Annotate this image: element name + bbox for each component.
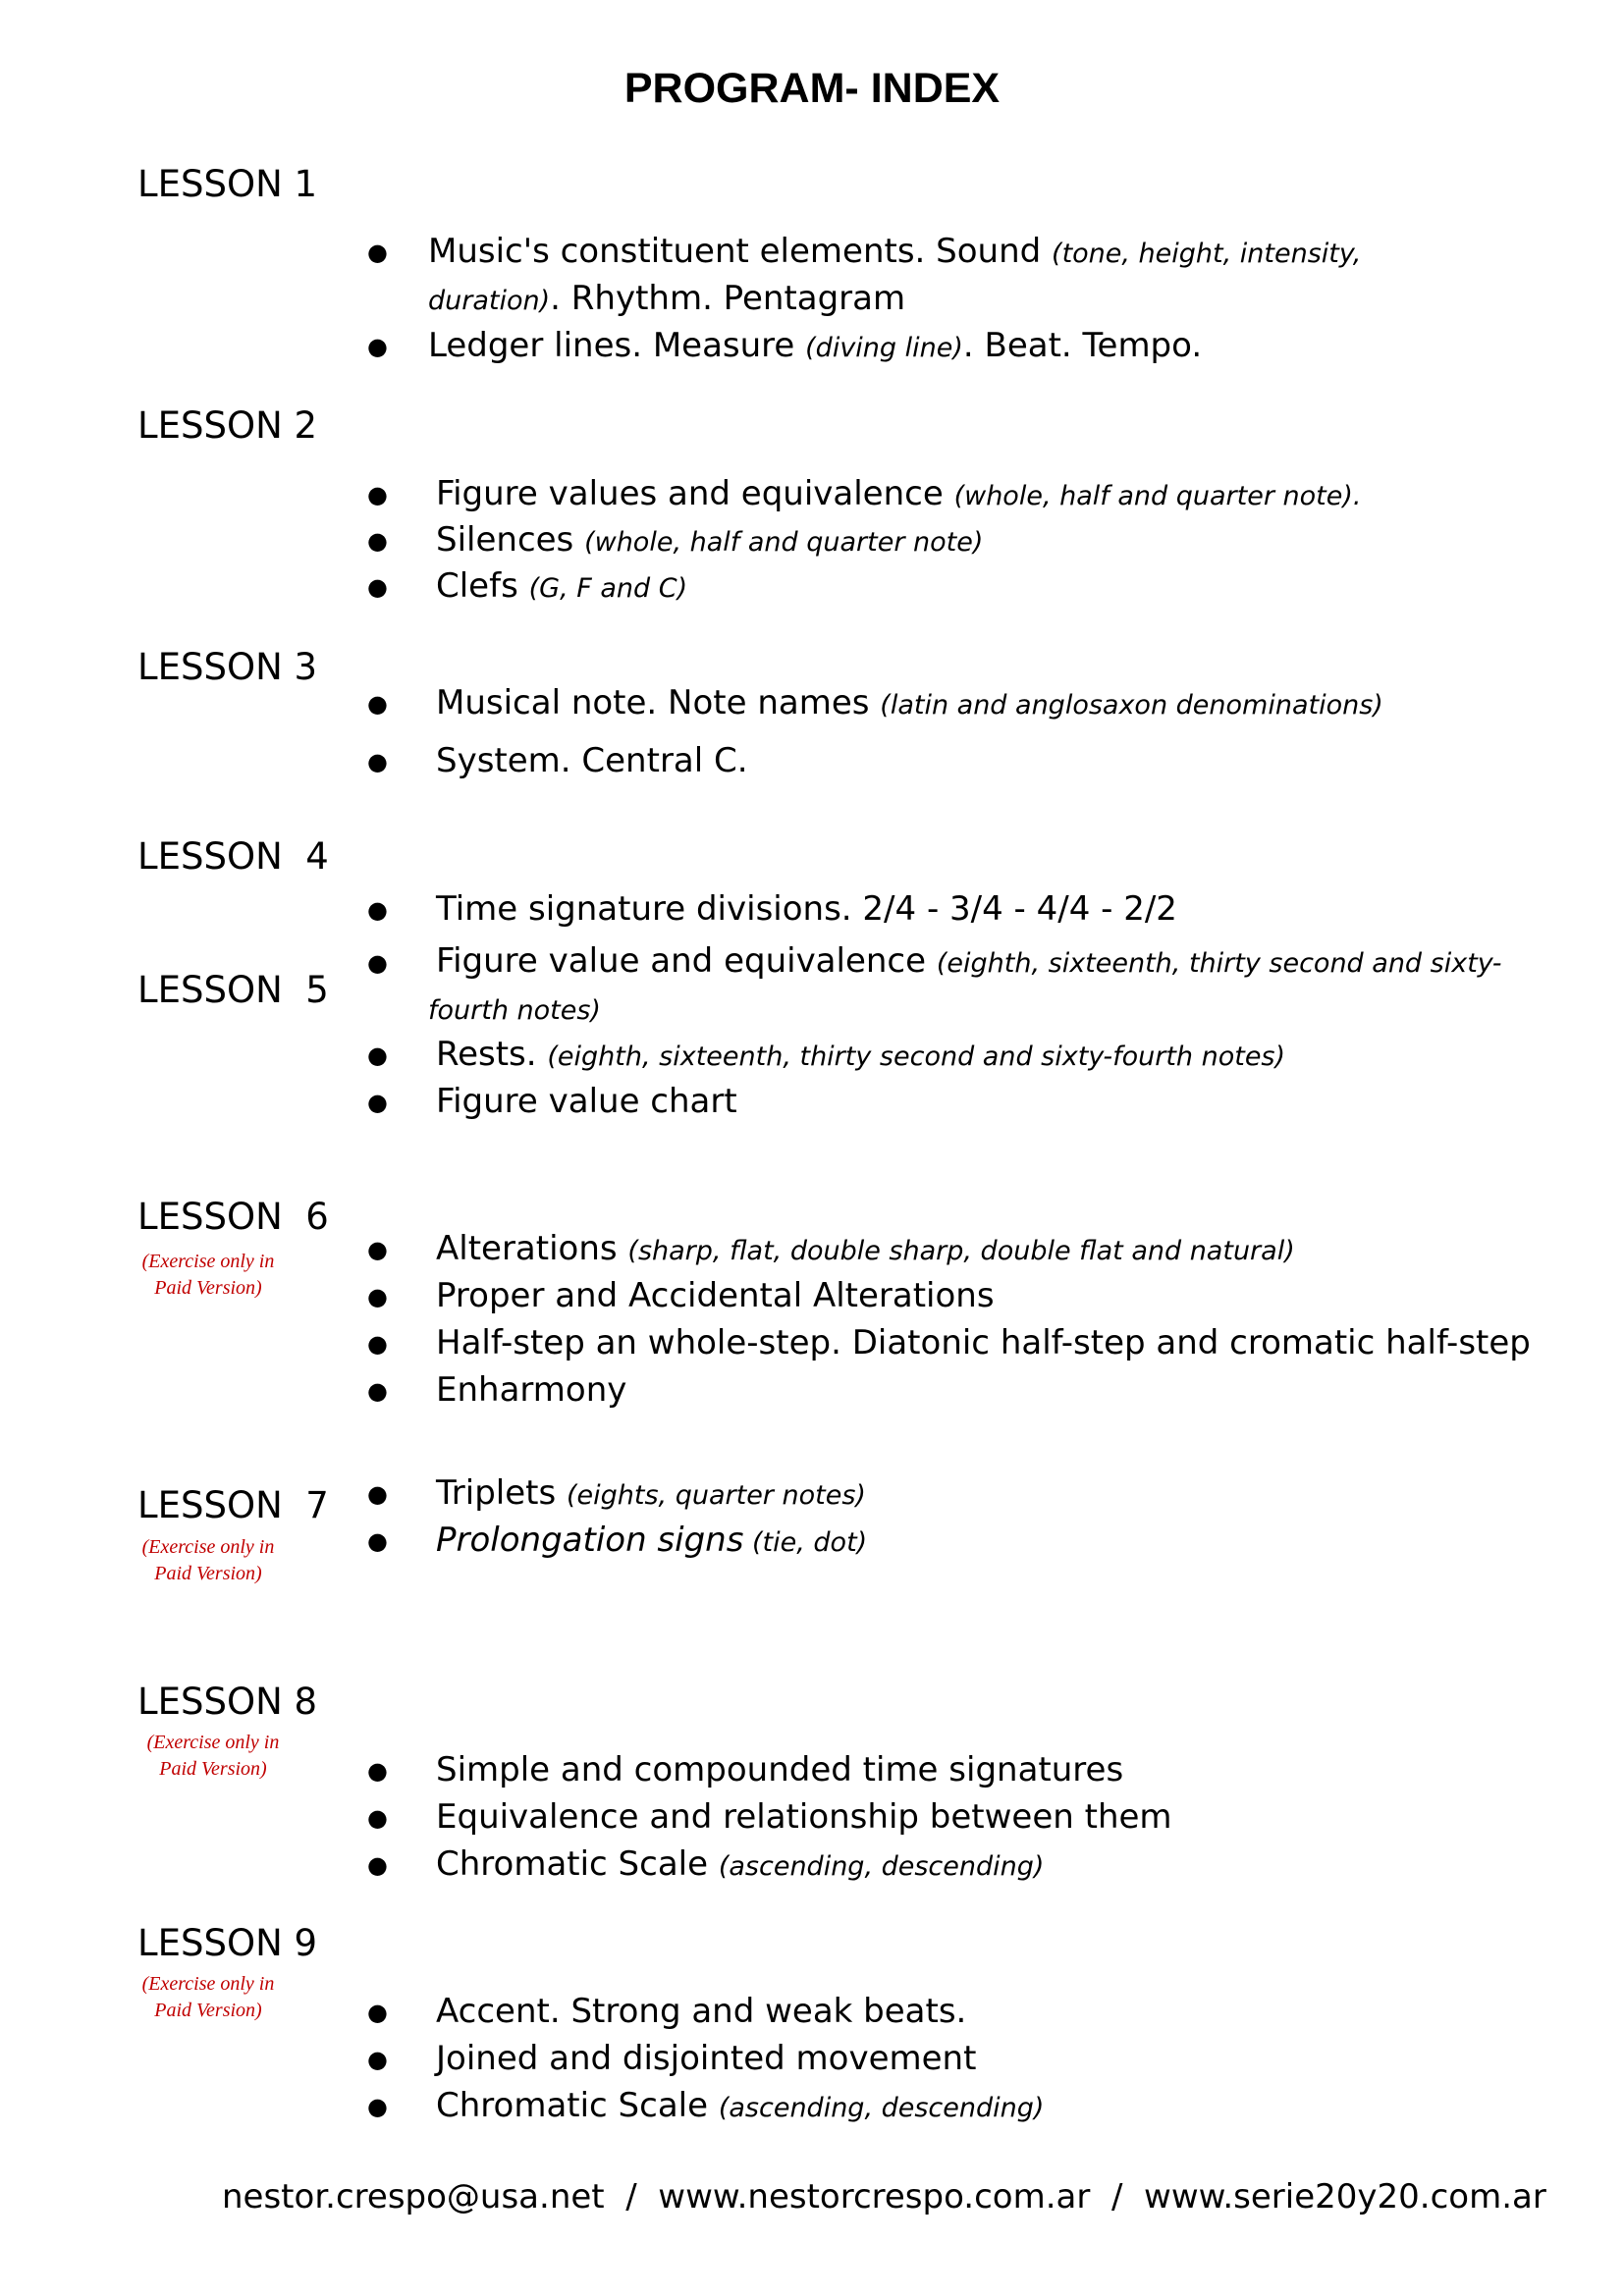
lesson-9-label: LESSON 9 bbox=[137, 1922, 318, 1964]
bullet-icon: ● bbox=[367, 2046, 388, 2073]
item-text: System. Central C. bbox=[436, 741, 748, 780]
list-item bbox=[428, 985, 601, 1035]
item-emphasis: (eighth, sixteenth, thirty second and sixty- bbox=[936, 948, 1502, 979]
list-item bbox=[428, 228, 1361, 278]
lesson-3-label: LESSON 3 bbox=[137, 646, 318, 688]
item-text: Half-step an whole-step. Diatonic half-step and cromatic half-step bbox=[436, 1323, 1531, 1362]
item-text: Prolongation signs bbox=[436, 1521, 744, 1560]
item-text: Joined and disjointed movement bbox=[436, 2039, 977, 2078]
item-emphasis: (latin and anglosaxon denominations) bbox=[880, 690, 1383, 721]
item-text: Alterations bbox=[436, 1229, 628, 1268]
item-emphasis: (G, F and C) bbox=[528, 573, 688, 604]
item-emphasis: (sharp, flat, double sharp, double flat and natural) bbox=[627, 1236, 1295, 1266]
lesson-8-note bbox=[125, 1730, 301, 1783]
item-text: Figure values and equivalence bbox=[436, 474, 954, 513]
lesson-8-label: LESSON 8 bbox=[137, 1681, 318, 1723]
item-text: Musical note. Note names bbox=[436, 683, 881, 722]
bullet-icon: ● bbox=[367, 1330, 388, 1358]
item-text: Proper and Accidental Alterations bbox=[436, 1276, 995, 1315]
item-tail: . Beat. Tempo. bbox=[962, 326, 1203, 365]
item-text: Equivalence and relationship between them bbox=[436, 1797, 1172, 1837]
bullet-icon: ● bbox=[367, 1089, 388, 1116]
item-emphasis: (ascending, descending) bbox=[718, 2093, 1045, 2123]
item-emphasis: duration) bbox=[428, 286, 551, 316]
item-text: Ledger lines. Measure bbox=[428, 326, 806, 365]
lesson-2-label: LESSON 2 bbox=[137, 404, 318, 447]
bullet-icon: ● bbox=[367, 1283, 388, 1310]
bullet-icon: ● bbox=[367, 1999, 388, 2026]
list-item bbox=[436, 1272, 995, 1319]
list-item bbox=[436, 1517, 867, 1567]
list-item bbox=[436, 1841, 1044, 1891]
bullet-icon: ● bbox=[367, 333, 388, 360]
list-item bbox=[436, 1366, 626, 1414]
list-item bbox=[436, 562, 687, 613]
item-text: Rests. bbox=[436, 1035, 548, 1074]
item-emphasis: fourth notes) bbox=[428, 995, 601, 1026]
list-item bbox=[436, 516, 983, 566]
list-item bbox=[436, 1988, 966, 2035]
item-text: Enharmony bbox=[436, 1370, 627, 1410]
lesson-7-note bbox=[120, 1534, 297, 1587]
list-item bbox=[436, 2035, 976, 2082]
item-emphasis: (eights, quarter notes) bbox=[567, 1480, 866, 1511]
bullet-icon: ● bbox=[367, 1377, 388, 1405]
lesson-9-note-text: (Exercise only in Paid Version) bbox=[141, 1973, 275, 2021]
item-text: Accent. Strong and weak beats. bbox=[436, 1992, 967, 2031]
lesson-5-label: LESSON 5 bbox=[137, 969, 329, 1011]
item-emphasis: (tone, height, intensity, bbox=[1052, 239, 1362, 269]
bullet-icon: ● bbox=[367, 1804, 388, 1832]
list-item bbox=[436, 885, 1177, 933]
item-text: . Rhythm. Pentagram bbox=[550, 279, 906, 318]
item-text: Silences bbox=[436, 520, 585, 560]
lesson-6-note-text: (Exercise only in Paid Version) bbox=[141, 1251, 275, 1299]
list-item bbox=[428, 322, 1202, 372]
bullet-icon: ● bbox=[367, 690, 388, 718]
contact-footer: nestor.crespo@usa.net / www.nestorcrespo.com.ar / www.serie20y20.com.ar bbox=[222, 2177, 1546, 2216]
item-text: Clefs bbox=[436, 566, 529, 606]
list-item bbox=[436, 1031, 1285, 1081]
bullet-icon: ● bbox=[367, 573, 388, 601]
item-text: Music's constituent elements. Sound bbox=[428, 232, 1053, 271]
list-item bbox=[436, 679, 1383, 729]
bullet-icon: ● bbox=[367, 896, 388, 924]
bullet-icon: ● bbox=[367, 949, 388, 977]
lesson-8-note-text: (Exercise only in Paid Version) bbox=[146, 1732, 280, 1780]
item-emphasis: (tie, dot) bbox=[743, 1527, 868, 1558]
bullet-icon: ● bbox=[367, 481, 388, 508]
item-emphasis: (whole, half and quarter note) bbox=[584, 527, 984, 558]
item-emphasis: (ascending, descending) bbox=[718, 1851, 1045, 1882]
bullet-icon: ● bbox=[367, 748, 388, 775]
bullet-icon: ● bbox=[367, 1851, 388, 1879]
list-item bbox=[436, 1225, 1295, 1275]
list-item bbox=[436, 1469, 866, 1520]
item-text: Simple and compounded time signatures bbox=[436, 1750, 1124, 1789]
item-text: Chromatic Scale bbox=[436, 2086, 719, 2125]
bullet-icon: ● bbox=[367, 1527, 388, 1555]
item-text: Chromatic Scale bbox=[436, 1844, 719, 1884]
lesson-6-note bbox=[120, 1249, 297, 1302]
list-item bbox=[436, 1746, 1123, 1793]
bullet-icon: ● bbox=[367, 2093, 388, 2120]
bullet-icon: ● bbox=[367, 1041, 388, 1069]
item-text: Figure value chart bbox=[436, 1082, 737, 1121]
item-text: Figure value and equivalence bbox=[436, 941, 937, 981]
item-text: Time signature divisions. 2/4 - 3/4 - 4/4 - 2/2 bbox=[436, 889, 1177, 929]
list-item bbox=[436, 737, 748, 784]
list-item bbox=[428, 275, 905, 325]
item-emphasis: (whole, half and quarter note). bbox=[953, 481, 1362, 511]
item-emphasis: (diving line) bbox=[805, 333, 963, 363]
lesson-9-note bbox=[120, 1971, 297, 2024]
list-item bbox=[436, 2082, 1044, 2132]
item-emphasis: (eighth, sixteenth, thirty second and sixty-fourth notes) bbox=[547, 1041, 1286, 1072]
lesson-7-note-text: (Exercise only in Paid Version) bbox=[141, 1536, 275, 1584]
lesson-4-label: LESSON 4 bbox=[137, 835, 329, 878]
list-item bbox=[436, 937, 1502, 988]
bullet-icon: ● bbox=[367, 1757, 388, 1785]
list-item bbox=[436, 1319, 1531, 1366]
item-text: Triplets bbox=[436, 1473, 567, 1513]
list-item bbox=[436, 1793, 1172, 1841]
bullet-icon: ● bbox=[367, 1480, 388, 1508]
list-item bbox=[436, 1078, 737, 1125]
bullet-icon: ● bbox=[367, 239, 388, 266]
lesson-7-label: LESSON 7 bbox=[137, 1484, 329, 1526]
page-title: PROGRAM- INDEX bbox=[623, 65, 1001, 112]
list-item bbox=[436, 470, 1361, 520]
bullet-icon: ● bbox=[367, 527, 388, 555]
lesson-1-label: LESSON 1 bbox=[137, 163, 318, 205]
lesson-6-label: LESSON 6 bbox=[137, 1196, 329, 1238]
bullet-icon: ● bbox=[367, 1236, 388, 1263]
